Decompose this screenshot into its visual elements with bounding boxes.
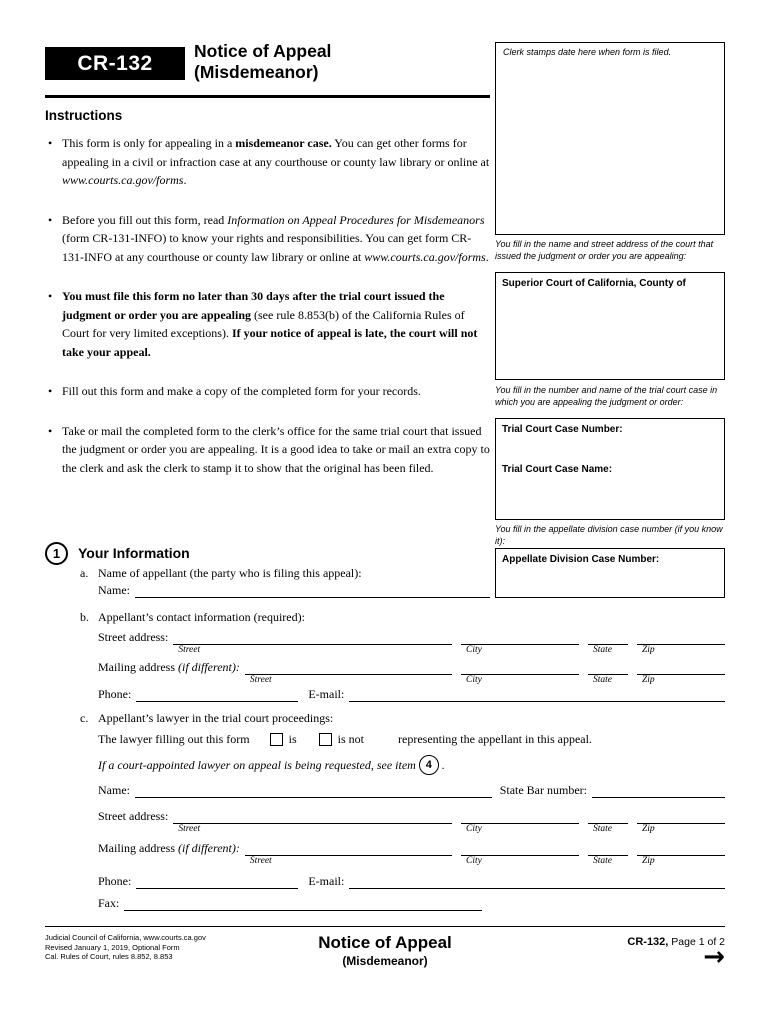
is-checkbox[interactable] [270, 733, 283, 746]
street-column-label: Street [178, 645, 201, 655]
court-caption: You fill in the name and street address of the court that issued the judgment or order you are appealing: [495, 239, 714, 261]
instruction-bullet: • Fill out this form and make a copy of the completed form for your records. [45, 382, 492, 401]
street-segment [245, 659, 452, 686]
lawyer-name-field[interactable] [135, 783, 492, 798]
state-segment [588, 659, 628, 686]
instruction-bullet: • You must file this form no later than 30 days after the trial court issued the judgment or order you are appealing (see rule 8.853(b) of the California Rules of Court for very limited exceptions). If your notice of appeal is late, the court will not take your appeal. [45, 287, 492, 361]
footer-publisher: Judicial Council of California, www.courts.ca.gov [45, 933, 206, 942]
appellant-name-field[interactable] [135, 583, 490, 598]
footer-subtitle: (Misdemeanor) [342, 954, 428, 968]
instruction-bullet: • Before you fill out this form, read Information on Appeal Procedures for Misdemeanors (form CR-131-INFO) to know your rights and responsibilities. You can get form CR-131-INFO at any courthouse or county law library or online at www.courts.ca.gov/forms. [45, 211, 492, 267]
footer-title-block [250, 933, 520, 968]
city-column-label: City [466, 645, 482, 655]
lawyer-sentence-start: The lawyer filling out this form [98, 732, 250, 746]
state-segment [588, 808, 628, 835]
city-segment [461, 808, 579, 835]
phone-label: Phone: [98, 874, 132, 888]
zip-column-label: Zip [642, 645, 655, 655]
appellant-mailing-street-field[interactable] [245, 659, 452, 675]
appellant-name-row [98, 583, 490, 598]
footer-revision: Revised January 1, 2019, Optional Form [45, 942, 180, 952]
is-label: is [288, 732, 297, 746]
appellant-mailing-zip-field[interactable] [637, 659, 725, 675]
city-column-label: City [466, 675, 482, 685]
clerk-stamp-caption: Clerk stamps date here when form is filed. [503, 47, 672, 57]
item-c-text: Appellant’s lawyer in the trial court proceedings: [98, 711, 334, 725]
city-segment [461, 840, 579, 867]
footer-rules: Cal. Rules of Court, rules 8.852, 8.853 [45, 952, 173, 961]
form-number: CR-132 [77, 51, 153, 75]
note-text: If a court-appointed lawyer on appeal is being requested, see item [98, 757, 416, 772]
form-title [194, 41, 331, 83]
form-title-line2: (Misdemeanor) [194, 62, 319, 82]
state-segment [588, 629, 628, 656]
appellant-state-field[interactable] [588, 629, 628, 645]
form-title-line1: Notice of Appeal [194, 41, 332, 61]
appellant-street-address-row [98, 629, 725, 656]
appellant-city-field[interactable] [461, 629, 579, 645]
lawyer-name-bar-row [98, 783, 725, 798]
item-c-letter: c. [80, 711, 89, 725]
section-1-number [45, 542, 68, 565]
section-1-digit: 1 [52, 546, 61, 561]
zip-column-label: Zip [642, 675, 655, 685]
zip-column-label: Zip [642, 856, 655, 866]
form-number-box [45, 47, 185, 80]
zip-column-label: Zip [642, 824, 655, 834]
mailing-address-label: Mailing address (if different): [98, 660, 240, 674]
item-b-letter: b. [80, 610, 89, 624]
lawyer-fax-field[interactable] [124, 896, 482, 911]
street-segment [173, 808, 452, 835]
fax-label: Fax: [98, 896, 120, 910]
footer-form-number: CR-132, [627, 936, 669, 948]
street-segment [173, 629, 452, 656]
lawyer-phone-email-row [98, 874, 725, 889]
lawyer-email-field[interactable] [349, 874, 725, 889]
city-column-label: City [466, 856, 482, 866]
lawyer-mailing-street-field[interactable] [245, 840, 452, 856]
lawyer-sentence-end: representing the appellant in this appeal. [398, 732, 592, 746]
bar-number-label: State Bar number: [499, 783, 587, 797]
street-column-label: Street [249, 856, 272, 866]
instruction-bullet: • This form is only for appealing in a misdemeanor case. You can get other forms for appealing in a civil or infraction case at any courthouse or county law library or online at www.courts.ca.gov/forms. [45, 134, 492, 190]
zip-segment [637, 659, 725, 686]
item-b-text: Appellant’s contact information (required): [98, 610, 305, 624]
case-name-label: Trial Court Case Name: [502, 464, 613, 475]
appellant-zip-field[interactable] [637, 629, 725, 645]
lawyer-state-field[interactable] [588, 808, 628, 824]
appellate-label: Appellate Division Case Number: [502, 554, 660, 565]
lawyer-phone-field[interactable] [136, 874, 298, 889]
city-segment [461, 659, 579, 686]
trial-case-box[interactable] [495, 418, 725, 520]
footer-title: Notice of Appeal [318, 933, 452, 952]
instruction-bullet: • Take or mail the completed form to the clerk’s office for the same trial court that issued the judgment or order you are appealing. It is a good idea to take or mail an extra copy to the clerk and ask the clerk to stamp it to show that the original has been filed. [45, 422, 492, 478]
lawyer-mailing-zip-field[interactable] [637, 840, 725, 856]
next-page-arrow-icon: → [703, 942, 725, 972]
appellant-mailing-address-row [98, 659, 725, 686]
case-caption: You fill in the number and name of the trial court case in which you are appealing the judgment or order: [495, 385, 718, 407]
lawyer-street-field[interactable] [173, 808, 452, 824]
appellate-case-box[interactable] [495, 548, 725, 598]
item-a [80, 566, 362, 581]
item-4-ref-circle [419, 755, 439, 775]
item-4-digit: 4 [425, 759, 432, 771]
footer-page-label: Page 1 of 2 [668, 936, 725, 948]
appellant-phone-field[interactable] [136, 687, 298, 702]
is-not-checkbox[interactable] [319, 733, 332, 746]
city-segment [461, 629, 579, 656]
zip-segment [637, 808, 725, 835]
case-number-label: Trial Court Case Number: [502, 424, 623, 435]
clerk-stamp-box [495, 42, 725, 235]
section-1-heading: Your Information [78, 545, 190, 561]
street-address-label: Street address: [98, 809, 169, 823]
footer-rule [45, 926, 725, 927]
state-bar-number-field[interactable] [592, 783, 725, 798]
street-address-label: Street address: [98, 630, 169, 644]
lawyer-mailing-city-field[interactable] [461, 840, 579, 856]
item-a-letter: a. [80, 566, 89, 580]
note-period: . [441, 757, 445, 772]
court-name-box[interactable] [495, 272, 725, 380]
appellant-email-field[interactable] [349, 687, 725, 702]
city-column-label: City [466, 824, 482, 834]
zip-segment [637, 840, 725, 867]
email-label: E-mail: [308, 687, 345, 701]
state-column-label: State [593, 645, 612, 655]
state-column-label: State [593, 675, 612, 685]
street-column-label: Street [249, 675, 272, 685]
is-not-label: is not [337, 732, 364, 746]
lawyer-mailing-state-field[interactable] [588, 840, 628, 856]
lawyer-city-field[interactable] [461, 808, 579, 824]
state-column-label: State [593, 856, 612, 866]
footer-left [45, 933, 206, 962]
appellate-caption: You fill in the appellate division case number (if you know it): [495, 524, 723, 546]
lawyer-street-address-row [98, 808, 725, 835]
instructions-list [45, 134, 492, 477]
appellant-street-field[interactable] [173, 629, 452, 645]
appellant-mailing-city-field[interactable] [461, 659, 579, 675]
lawyer-mailing-address-row [98, 840, 725, 867]
item-a-text: Name of appellant (the party who is filing this appeal): [98, 566, 362, 580]
appellant-mailing-state-field[interactable] [588, 659, 628, 675]
state-segment [588, 840, 628, 867]
court-box-label: Superior Court of California, County of [502, 278, 686, 289]
state-column-label: State [593, 824, 612, 834]
appellant-phone-email-row [98, 687, 725, 702]
street-segment [245, 840, 452, 867]
instructions-section [45, 108, 492, 498]
item-c [80, 711, 333, 726]
name-label: Name: [98, 783, 130, 797]
name-label: Name: [98, 583, 130, 597]
street-column-label: Street [178, 824, 201, 834]
header-rule [45, 95, 490, 98]
lawyer-zip-field[interactable] [637, 808, 725, 824]
instructions-heading: Instructions [45, 108, 123, 123]
phone-label: Phone: [98, 687, 132, 701]
item-b [80, 610, 305, 625]
court-appointed-note [98, 755, 445, 775]
email-label: E-mail: [308, 874, 345, 888]
lawyer-fax-row [98, 896, 482, 911]
zip-segment [637, 629, 725, 656]
lawyer-representation-row [98, 732, 725, 747]
mailing-address-label: Mailing address (if different): [98, 841, 240, 855]
